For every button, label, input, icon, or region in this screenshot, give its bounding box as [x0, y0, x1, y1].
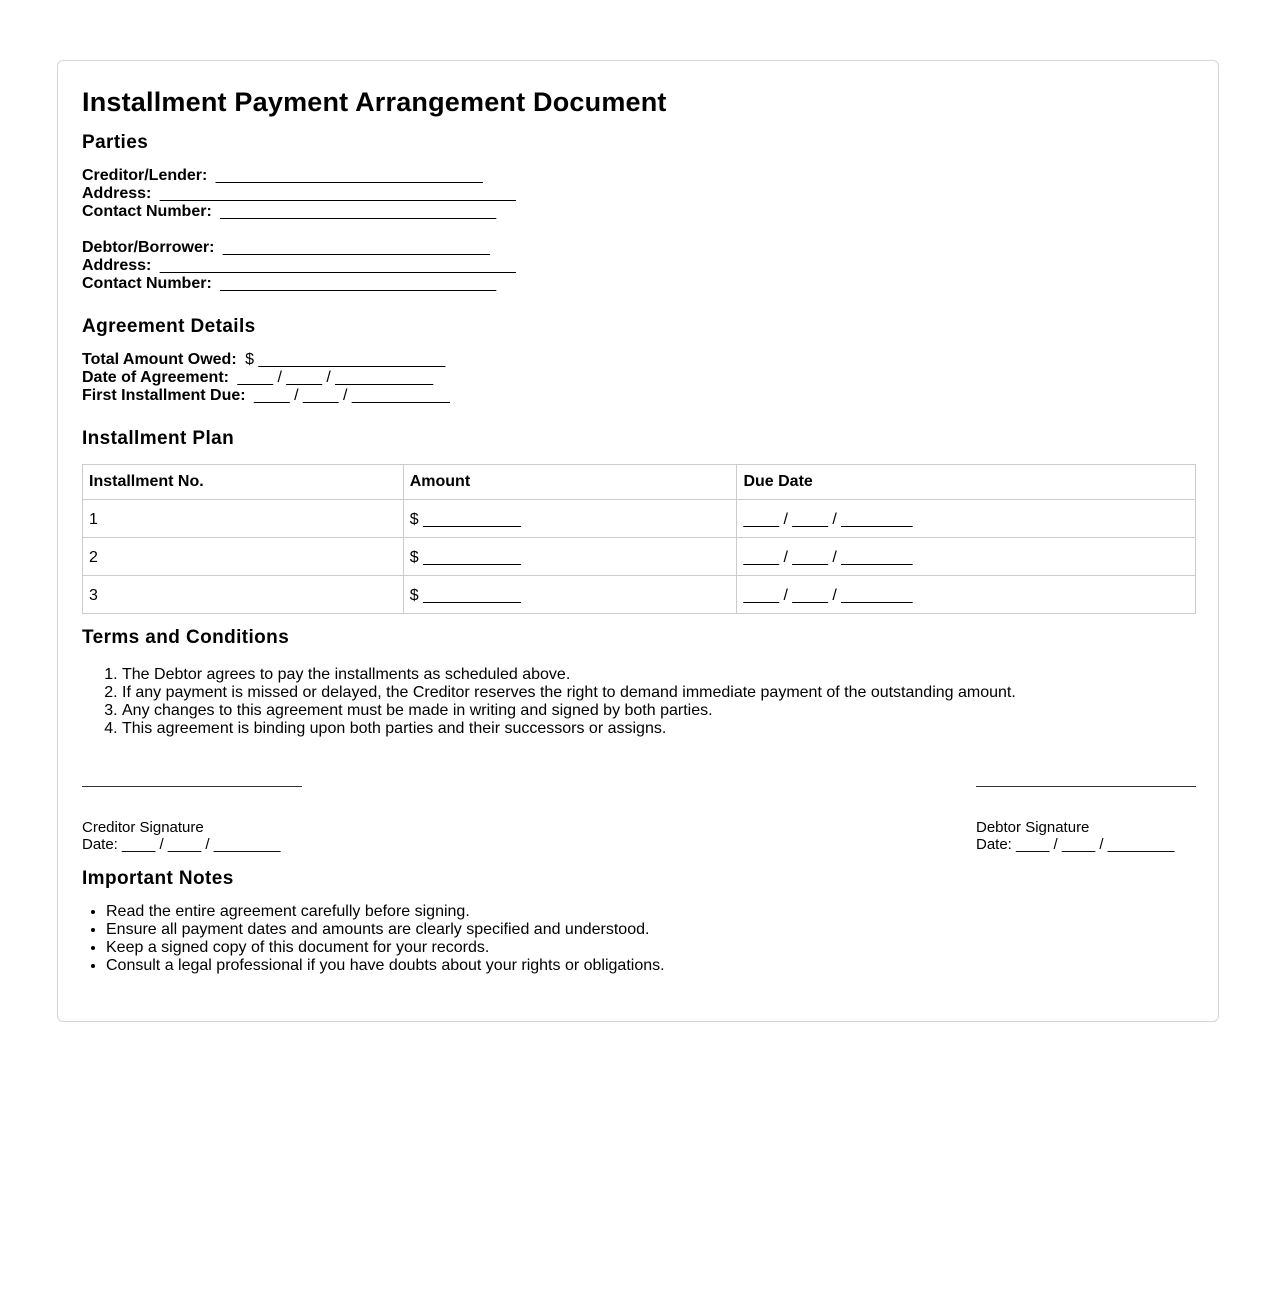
total-owed-row	[82, 351, 445, 369]
agreement-date-row	[82, 369, 433, 387]
column-header-amount: Amount	[403, 465, 737, 500]
agreement-heading: Agreement Details	[82, 316, 256, 337]
column-header-due-date: Due Date	[737, 465, 1196, 500]
debtor-address-field[interactable]: ________________________________________	[159, 257, 516, 274]
creditor-label: Creditor/Lender:	[82, 167, 208, 184]
notes-heading: Important Notes	[82, 868, 234, 889]
debtor-signature-block	[976, 819, 1175, 853]
debtor-signature-label: Debtor Signature	[976, 819, 1090, 836]
list-item: • Keep a signed copy of this document for your records.	[106, 939, 665, 957]
debtor-signature-date[interactable]: Date: ____ / ____ / ________	[976, 836, 1175, 853]
list-item: 3. Any changes to this agreement must be made in writing and signed by both parties.	[122, 702, 1016, 720]
amount-cell[interactable]: $ ___________	[403, 500, 737, 538]
installment-table	[82, 464, 1196, 614]
list-item: 4. This agreement is binding upon both parties and their successors or assigns.	[122, 720, 1016, 738]
table-row	[83, 500, 1196, 538]
total-owed-label: Total Amount Owed:	[82, 351, 237, 368]
creditor-address-label: Address:	[82, 185, 152, 202]
due-date-cell[interactable]: ____ / ____ / ________	[737, 538, 1196, 576]
agreement-date-field[interactable]: ____ / ____ / ___________	[237, 369, 434, 386]
creditor-field[interactable]: ______________________________	[215, 167, 483, 184]
column-header-installment: Installment No.	[83, 465, 404, 500]
debtor-contact-row	[82, 275, 496, 293]
table-row	[83, 576, 1196, 614]
creditor-address-field[interactable]: ________________________________________	[159, 185, 516, 202]
debtor-field[interactable]: ______________________________	[222, 239, 490, 256]
creditor-row	[82, 167, 483, 185]
amount-cell[interactable]: $ ___________	[403, 538, 737, 576]
plan-heading: Installment Plan	[82, 428, 235, 449]
creditor-signature-label: Creditor Signature	[82, 819, 204, 836]
notes-list	[82, 903, 665, 975]
installment-number-cell: 2	[83, 538, 404, 576]
list-item: • Consult a legal professional if you have doubts about your rights or obligations.	[106, 957, 665, 975]
list-item: 2. If any payment is missed or delayed, the Creditor reserves the right to demand immediate payment of the outstanding amount.	[122, 684, 1016, 702]
document-card	[57, 60, 1219, 1022]
agreement-date-label: Date of Agreement:	[82, 369, 229, 386]
first-due-label: First Installment Due:	[82, 387, 246, 404]
first-due-field[interactable]: ____ / ____ / ___________	[254, 387, 450, 404]
debtor-contact-label: Contact Number:	[82, 275, 212, 292]
creditor-signature-line[interactable]	[82, 786, 302, 787]
terms-heading: Terms and Conditions	[82, 627, 290, 648]
debtor-address-label: Address:	[82, 257, 152, 274]
terms-list	[82, 666, 1016, 738]
total-owed-field[interactable]: $ _____________________	[245, 351, 446, 368]
debtor-label: Debtor/Borrower:	[82, 239, 215, 256]
debtor-signature-line[interactable]	[976, 786, 1196, 787]
parties-heading: Parties	[82, 132, 149, 153]
list-item: • Read the entire agreement carefully before signing.	[106, 903, 665, 921]
table-row	[83, 538, 1196, 576]
document-title: Installment Payment Arrangement Document	[82, 87, 667, 117]
creditor-contact-label: Contact Number:	[82, 203, 212, 220]
installment-number-cell: 1	[83, 500, 404, 538]
due-date-cell[interactable]: ____ / ____ / ________	[737, 576, 1196, 614]
table-header-row	[83, 465, 1196, 500]
debtor-address-row	[82, 257, 516, 275]
creditor-contact-row	[82, 203, 496, 221]
creditor-signature-block	[82, 819, 281, 853]
creditor-contact-field[interactable]: _______________________________	[220, 203, 497, 220]
first-due-row	[82, 387, 450, 405]
due-date-cell[interactable]: ____ / ____ / ________	[737, 500, 1196, 538]
list-item: • Ensure all payment dates and amounts are clearly specified and understood.	[106, 921, 665, 939]
amount-cell[interactable]: $ ___________	[403, 576, 737, 614]
creditor-signature-date[interactable]: Date: ____ / ____ / ________	[82, 836, 281, 853]
installment-number-cell: 3	[83, 576, 404, 614]
debtor-contact-field[interactable]: _______________________________	[220, 275, 497, 292]
debtor-row	[82, 239, 490, 257]
creditor-address-row	[82, 185, 516, 203]
list-item: 1. The Debtor agrees to pay the installments as scheduled above.	[122, 666, 1016, 684]
